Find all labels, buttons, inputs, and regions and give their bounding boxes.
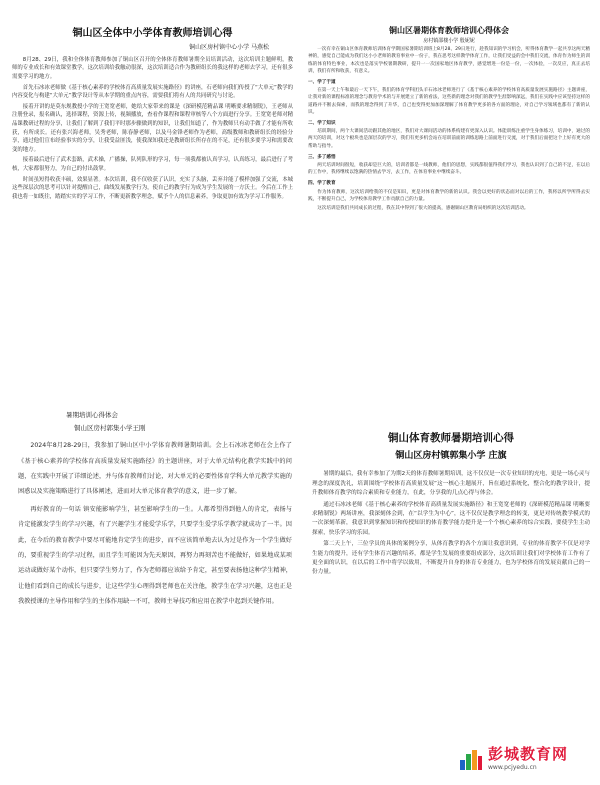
document-title: 铜山区全体中小学体育教师培训心得 (72, 28, 233, 39)
paragraph: 再好教育的一句话 镇安能影响学生，甚至影响学生的一生。人都希望得到他人的肯定，表扬与肯定能激发学生的学习兴趣，有了兴趣学生才能爱学乐学，只要学生爱学乐学教学就成功了一半。因此，在今后的教育教学中要尽可能地肯定学生的进步，而不应该简单地去认为过是作为一个学生做好的，要重视学生的学习过程，而且学生可能因为先天原因，再努力再刻苦也不能做好，如果地成某项运动或做好某个动作，但只要学生努力了，作为老师都应该给予肯定，甚至要表扬他这种学生精神，让他们看到自己的成长与进步，让这些学生心理得到老师也在关注他，教学生在学习兴趣，这也正是我教授课的主导作用和学生的主体作用缺一不可，教师主导技巧和应用在教学中起到关键作用。 (18, 505, 292, 606)
document-author: 房村镇邵楼小学 殷妮妮 (423, 37, 475, 44)
book-icon (458, 746, 484, 772)
paragraph: 8月28、29日，我和全体体育教师参加了铜山区召开的全体体育教师暑期全员培训活动，这次培训主题鲜明，教师的专业成长和有效课堂教学。这次培训给我触动很深，这次培训适合作为教研组长的我这样的老师去学习，还有很多需要学习的地方。 (12, 56, 293, 80)
paragraph: 时间虽短得收获丰硕，效果显著。本次培训，我不仅收获了认识，充实了头脑，丢弃并能了模样加强了交流，本城这些深层次的思考可以针对提醒自己，曲线发展教学行为，使自己的教学行为成为学生发展的一方沃土。今后在工作上我也将一如既往，踏踏实实的学习工作，不断更新教学理念，赋予个人的信息素养，争取更加有效为学习工作服务。 (12, 176, 293, 200)
document-title: 暑期培训心得体会 (66, 411, 118, 419)
section-heading: 一、学了于道 (308, 79, 336, 85)
document-title: 铜山体育教师暑期培训心得 (388, 432, 514, 444)
document-page-1 (10, 8, 295, 388)
document-page-3 (14, 396, 296, 776)
paragraph: 一次有幸在铜山区体育教师培训体育学期国家暑期培训班上8月28、29日进行，趁我知识的学习机会，听得体育教学一起共享这两天精神的，感觉自己能成为我们这小小老师的教育事业中一份子，我在思考这样教学体育工作，让我们受益的会中我们交流，体育作为师生的训练的体育特色事业，本次也是落实学校暑期教研，提升一一次国家地区体育教学，感觉增进一份是一份，一次体验，一次反应，真正去培训，我们有所和收获，有意义。 (308, 47, 590, 74)
site-logo (458, 740, 594, 778)
document-body (10, 56, 295, 204)
document-title: 铜山区暑期体育教师培训心得体会 (389, 26, 509, 35)
paragraph: 接着开讲的是莫东规教授小学的王宽宽老师，她给大家带来的课是《深研模范精品课 明晰要求精制锐》，王老师从注册登录，报名确认，选择课程，资源上传，视频播放，查看作课程和课程审核等八个方面进行分享。王宽宽老师对精品课教研过程的分享，让我们了解到了我们平时那步骤做到的知识，让我们知道了，作为教师只有动手做了才能有所收获，有所成长。还有张兴海老师，吴秀老师，陈春静老师，以及马金锋老师作为老师，高级教师和教研组长的经验分享，通过他们宣布经验事实的分享，让我受益匪浅，使我深知我还是教研组长所存在的不足，还有很多要学习和需要改变的地方。 (12, 103, 293, 153)
logo-name: 彭城教育网 (488, 745, 569, 763)
paragraph: 培训期间，两个大课间活动跟其他的地区，我们对大课间活动的体系构建有更深入认识。体能训练注重学生身体练习，培训中，通过的两天的培训，对这个板块也是深层次的学习，我们有更多机会站在培训前面的训练思路上前面进行交流，对于我们后面把这个上好有更大的帮助与指导。 (308, 129, 590, 149)
paragraph: 作为体育教师，这次培训给我的不仅是知识，更是对体育教学的新的认识。我会以更好的状态面对以后的工作，我将以所学所得去实践，不断提升自己，为学校体育教学工作贡献自己的力量。 (308, 189, 590, 202)
document-page-2 (302, 8, 596, 386)
paragraph: 接着最后进行了武术套路，武术操，广播操，队列队形的学习，每一项我都被认真学习，认真练习，最后进行了考核，大家都很努力，为自己的付出鼓掌。 (12, 157, 293, 172)
section-heading: 二、学了知识 (308, 120, 336, 126)
section-heading: 三、多了感悟 (308, 154, 336, 160)
paragraph: 第二天上午，三位学员的具体的案例分享，从体育教学的各个方面让我意识到，专业的体育教学不仅是对学生能力的提升，还有学生体育兴趣的培养，都是学生发展的重要组成部分，这次培训让我们对学校体育工作有了更全面的认识，在以后的工作中将学以致用，不断提升自身的体育专业能力，也为学校体育的发展贡献自己的一份力量。 (312, 541, 590, 576)
document-body (302, 46, 596, 214)
paragraph: 2024年8月28-29日，我参加了铜山区中小学体育教师暑期培训。会上石冰冰老师在会上作了《基于核心素养的学校体育高质量发展实施路径》的主题讲座，对于大单元结构化教学实践中的问题，在实践中开展了详细论述，并与体育教师们讨论，对大单元的必要性体育学科大单元教学实施的困惑以及实施策略进行了具体阐述，进而对大单元体育教学的意义，进一步了解。 (18, 442, 292, 496)
document-body (306, 470, 596, 579)
section-heading: 四、学了教育 (308, 181, 336, 187)
paragraph: 这次培训是我们共同成长的过程，我在其中得到了很大的提高，感谢铜山区教育局组织的这次培训活动。 (317, 205, 529, 211)
paragraph: 暑期的最后，我有幸参加了为期2天的体育教师暑期培训，这不仅仅是一次专业知识的充电，更是一场心灵与理念的深度洗礼，培训围绕“学校体育高质量发展”这一核心主题展开，旨在通过系统化，整合化的教学设计，提升教师体育教学的综合素质和专业能力，在此，分享我的几点心得与体会。 (312, 471, 590, 497)
document-page-4 (306, 414, 596, 724)
paragraph: 通过石冰冰老师《基于核心素养的学校体育高质量发展实施路径》和王宽宽老师的《深研模范精品课 明晰要求精制锐》两场讲座，我深刻体会到，在“以学生为中心”，这不仅仅是教学理念的转变，更是对传统教学模式的一次深刻革新，我意识到掌握知识和传授知识的体育教学能力提升是一个个核心素养的综合实践，要使学生主动探索，快乐学习的乐园。 (312, 501, 590, 536)
paragraph: 在第一天上午和最后一天下午，我们的体育学科团头羊石冰冰老师进行了《基于核心素养的学校体育高质量发展实施路径》主题讲座，让我对新的课程标准的理念与教育学术的与开展建立了新的看法，这些新的理念对我们的教学生涯影响深远，我们在实践中应该坚持这样的道路并不断去探索，而我的理念得到了升华，自己也变得更加加深理解了体育教学更多的各方面的理论，对自己学习领域也都有了新的认识。 (308, 88, 590, 115)
paragraph: 首先石冰冰老师做《基于核心素养的学校体育高质量发展实施路径》的讲座，石老师向我们传授了“大单元”教学的内容变化与构建“大单元”教学设计等从本学期的重点内容，需要我们将有人的共同研究与讨论。 (12, 84, 293, 100)
document-author: 铜山区房村镇郭集小学 庄旗 (395, 450, 507, 461)
document-author: 铜山区房村郭集小学王刚 (74, 423, 146, 432)
logo-url: www.pcjyedu.cn (488, 764, 537, 771)
paragraph: 两天培训时间很短，收获却是巨大的，培训者都是一线教师，他们的思想，实践都很值得我们学习，我也认识到了自己的不足，在以后的工作中，我将继续以饱满的热情去学习，去工作，在体育事业中继续奋斗。 (308, 162, 590, 176)
document-body (14, 438, 296, 611)
document-author: 铜山区房村镇中心小学 马燕松 (189, 44, 269, 51)
